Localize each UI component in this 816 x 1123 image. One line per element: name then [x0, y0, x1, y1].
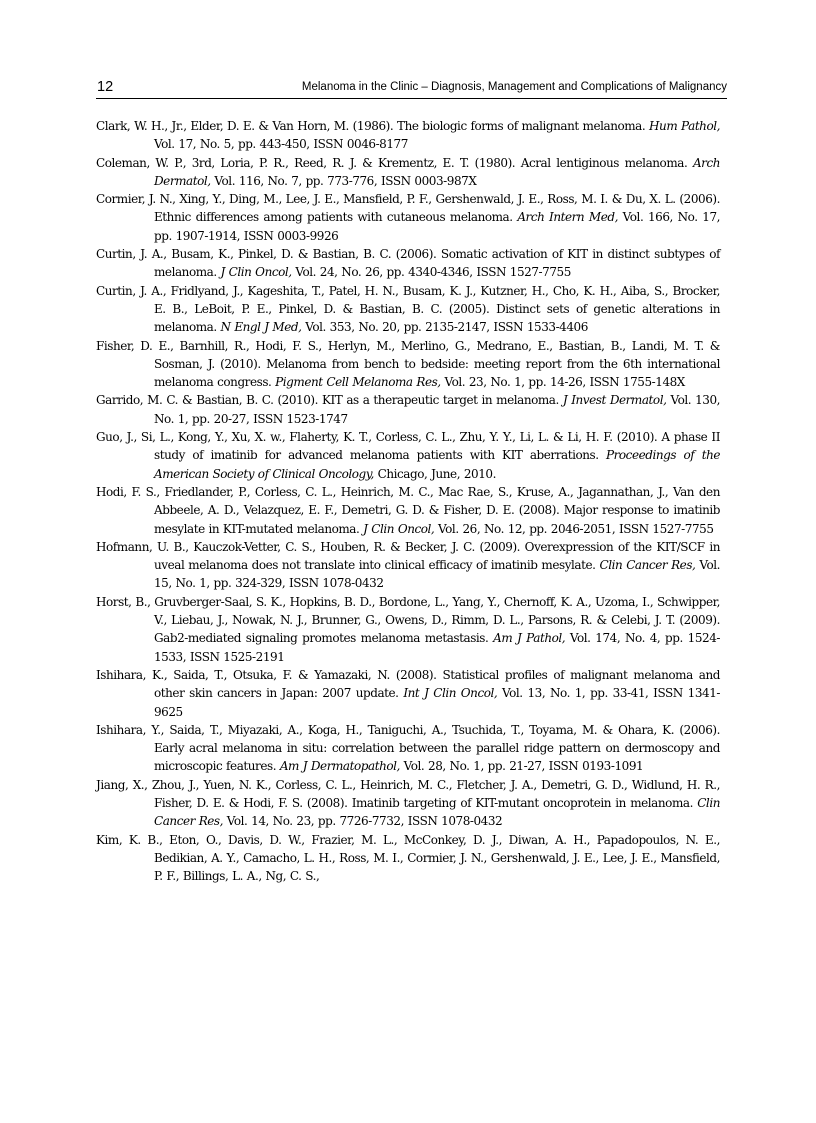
reference-details: Vol. 174, No. 4, pp. 1524-1533, ISSN 1525-2191 [154, 631, 720, 664]
reference-entry [96, 831, 720, 886]
reference-journal: J Invest Dermatol, [562, 393, 667, 408]
reference-journal: Int J Clin Oncol, [403, 686, 498, 701]
reference-journal: Clin Cancer Res, [599, 558, 696, 573]
reference-entry [96, 154, 720, 191]
reference-journal: Arch Intern Med, [517, 210, 618, 225]
reference-text: Jiang, X., Zhou, J., Yuen, N. K., Corless, C. L., Heinrich, M. C., Fletcher, J. A., Demetri, G. D., Widlund, H. R., Fisher, D. E. & Hodi, F. S. (2008). Imatinib targeting of KIT-mutant oncoprotein in melanoma. [96, 777, 720, 810]
reference-text: Hofmann, U. B., Kauczok-Vetter, C. S., Houben, R. & Becker, J. C. (2009). Overexpression of the KIT/SCF in uveal melanoma does not translate into clinical efficacy of imatinib mesylate. [96, 539, 720, 573]
reference-entry [96, 190, 720, 245]
reference-text: Garrido, M. C. & Bastian, B. C. (2010). KIT as a therapeutic target in melanoma. [96, 393, 563, 408]
running-title: Melanoma in the Clinic – Diagnosis, Management and Complications of Malignancy [301, 81, 727, 93]
reference-entry [96, 538, 720, 593]
reference-details: Vol. 15, No. 1, pp. 324-329, ISSN 1078-0432 [154, 558, 720, 591]
page-number: 12 [97, 79, 114, 95]
reference-text: Guo, J., Si, L., Kong, Y., Xu, X. w., Flaherty, K. T., Corless, C. L., Zhu, Y. Y., Li, L. & Li, H. F. (2010). A phase II study of imatinib for advanced melanoma patients with KIT aberrations. [96, 430, 720, 463]
reference-entry [96, 117, 720, 154]
reference-text: Fisher, D. E., Barnhill, R., Hodi, F. S., Herlyn, M., Merlino, G., Medrano, E., Bastian, B., Landi, M. T. & Sosman, J. (2010). Melanoma from bench to bedside: meeting report from the 6th international melanoma congress. [96, 338, 720, 390]
reference-text: Coleman, W. P., 3rd, Loria, P. R., Reed, R. J. & Krementz, E. T. (1980). Acral lentiginous melanoma. [96, 155, 693, 170]
reference-journal: Am J Dermatopathol, [279, 759, 400, 774]
reference-details: Vol. 353, No. 20, pp. 2135-2147, ISSN 1533-4406 [301, 320, 588, 335]
reference-text: Clark, W. H., Jr., Elder, D. E. & Van Horn, M. (1986). The biologic forms of malignant melanoma. [96, 119, 650, 133]
reference-journal: J Clin Oncol, [363, 521, 435, 536]
reference-entry [96, 282, 720, 337]
reference-entry [96, 428, 720, 483]
reference-details: Vol. 166, No. 17, pp. 1907-1914, ISSN 0003-9926 [154, 210, 720, 243]
reference-text: Hodi, F. S., Friedlander, P., Corless, C. L., Heinrich, M. C., Mac Rae, S., Kruse, A., Jagannathan, J., Van den Abbeele, A. D., Velazquez, E. F., Demetri, G. D. & Fisher, D. E. (2008). Major response to imatinib mesylate in KIT-mutated melanoma. [96, 484, 720, 536]
reference-details: Vol. 130, No. 1, pp. 20-27, ISSN 1523-1747 [154, 393, 720, 426]
reference-entry [96, 337, 720, 392]
reference-entry [96, 483, 720, 538]
reference-entry [96, 776, 720, 831]
reference-journal: N Engl J Med, [220, 320, 302, 335]
reference-journal: Pigment Cell Melanoma Res, [275, 375, 441, 390]
page-header [96, 80, 727, 99]
reference-journal: Hum Pathol, [649, 119, 720, 133]
reference-details: Vol. 14, No. 23, pp. 7726-7732, ISSN 1078-0432 [223, 814, 503, 829]
reference-text: Curtin, J. A., Busam, K., Pinkel, D. & Bastian, B. C. (2006). Somatic activation of KIT in distinct subtypes of melanoma. [96, 247, 720, 280]
reference-details: Vol. 13, No. 1, pp. 33-41, ISSN 1341-9625 [154, 686, 720, 719]
reference-text: Horst, B., Gruvberger-Saal, S. K., Hopkins, B. D., Bordone, L., Yang, Y., Chernoff, K. A., Uzoma, I., Schwipper, V., Liebau, J., Nowak, N. J., Brunner, G., Owens, D., Rimm, D. L., Parsons, R. & Celebi, J. T. (2009). Gab2-mediated signaling promotes melanoma metastasis. [96, 594, 720, 646]
reference-details: Vol. 26, No. 12, pp. 2046-2051, ISSN 1527-7755 [434, 521, 714, 536]
reference-text: Curtin, J. A., Fridlyand, J., Kageshita, T., Patel, H. N., Busam, K. J., Kutzner, H., Cho, K. H., Aiba, S., Brocker, E. B., LeBoit, P. E., Pinkel, D. & Bastian, B. C. (2005). Distinct sets of genetic alterations in melanoma. [96, 283, 720, 335]
reference-details: Vol. 17, No. 5, pp. 443-450, ISSN 0046-8177 [154, 137, 408, 152]
reference-journal: Arch Dermatol, [154, 155, 720, 188]
reference-details: Vol. 28, No. 1, pp. 21-27, ISSN 0193-1091 [399, 759, 644, 774]
reference-text: Ishihara, Y., Saida, T., Miyazaki, A., Koga, H., Taniguchi, A., Tsuchida, T., Toyama, M. & Ohara, K. (2006). Early acral melanoma in situ: correlation between the parallel ridge pattern on dermoscopy and microscopic features. [96, 722, 720, 774]
reference-entry [96, 666, 720, 721]
reference-details: Chicago, June, 2010. [373, 466, 496, 481]
reference-entry [96, 245, 720, 282]
reference-journal: J Clin Oncol, [220, 265, 292, 280]
reference-list [96, 117, 720, 885]
reference-entry [96, 391, 720, 428]
reference-journal: Clin Cancer Res, [154, 795, 720, 829]
reference-journal: Proceedings of the American Society of Clinical Oncology, [154, 448, 720, 481]
reference-text: Cormier, J. N., Xing, Y., Ding, M., Lee, J. E., Mansfield, P. F., Gershenwald, J. E., Ross, M. I. & Du, X. L. (2006). Ethnic differences among patients with cutaneous melanoma. [96, 192, 720, 225]
reference-entry [96, 593, 720, 666]
reference-details: Vol. 23, No. 1, pp. 14-26, ISSN 1755-148X [440, 375, 685, 390]
reference-details: Vol. 24, No. 26, pp. 4340-4346, ISSN 1527-7755 [291, 265, 571, 280]
reference-entry [96, 721, 720, 776]
reference-journal: Am J Pathol, [493, 631, 566, 646]
reference-details: Vol. 116, No. 7, pp. 773-776, ISSN 0003-987X [210, 173, 477, 188]
reference-text: Ishihara, K., Saida, T., Otsuka, F. & Yamazaki, N. (2008). Statistical profiles of malignant melanoma and other skin cancers in Japan: 2007 update. [96, 667, 720, 701]
reference-text: Kim, K. B., Eton, O., Davis, D. W., Frazier, M. L., McConkey, D. J., Diwan, A. H., Papadopoulos, N. E., Bedikian, A. Y., Camacho, L. H., Ross, M. I., Cormier, J. N., Gershenwald, J. E., Lee, J. E., Mansfield, P. F., Billings, L. A., Ng, C. S., [96, 832, 720, 884]
